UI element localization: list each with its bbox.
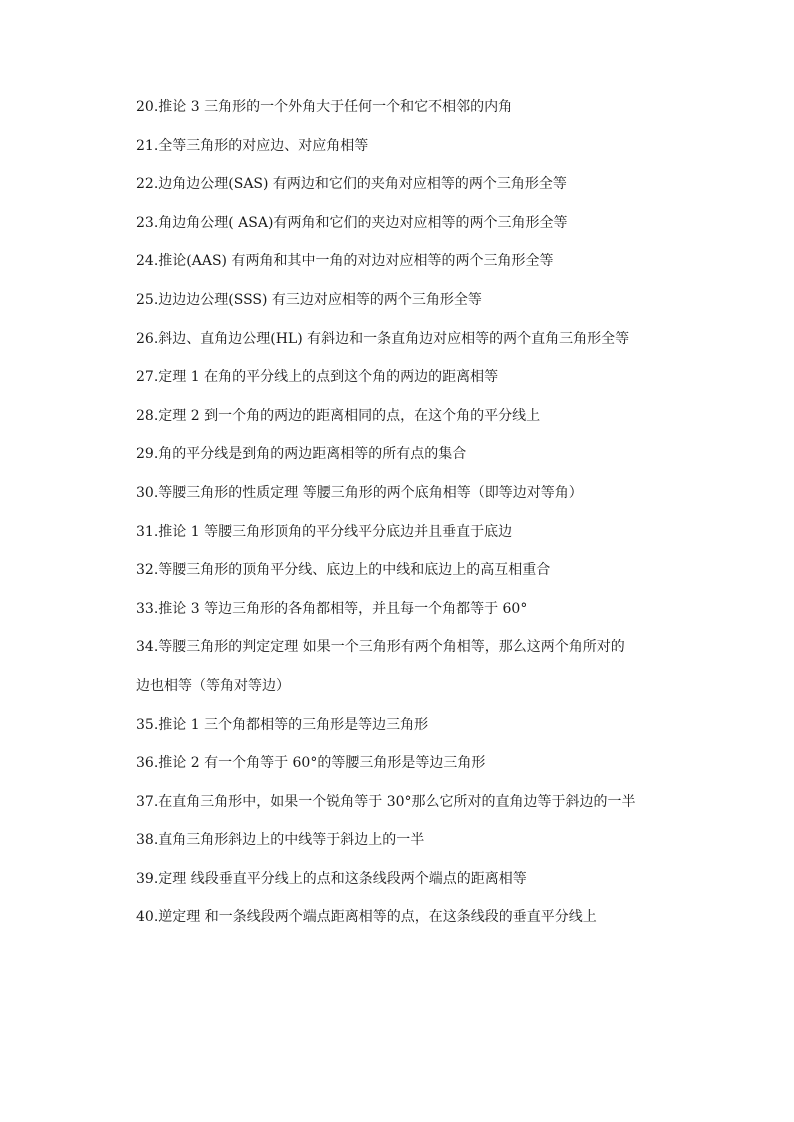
theorem-list — [136, 97, 696, 946]
text-line: 34.等腰三角形的判定定理 如果一个三角形有两个角相等，那么这两个角所对的 — [136, 639, 625, 656]
text-line: 20.推论 3 三角形的一个外角大于任何一个和它不相邻的内角 — [136, 99, 513, 115]
text-line: 29.角的平分线是到角的两边距离相等的所有点的集合 — [136, 446, 467, 463]
text-line: 26.斜边、直角边公理(HL) 有斜边和一条直角边对应相等的两个直角三角形全等 — [136, 330, 630, 347]
text-line: 25.边边边公理(SSS) 有三边对应相等的两个三角形全等 — [136, 291, 482, 308]
text-line: 22.边角边公理(SAS) 有两边和它们的夹角对应相等的两个三角形全等 — [136, 176, 567, 193]
text-line: 40.逆定理 和一条线段两个端点距离相等的点，在这条线段的垂直平分线上 — [136, 909, 597, 926]
text-line: 24.推论(AAS) 有两角和其中一角的对边对应相等的两个三角形全等 — [136, 253, 554, 270]
text-line: 28.定理 2 到一个角的两边的距离相同的点，在这个角的平分线上 — [136, 407, 541, 424]
text-line: 39.定理 线段垂直平分线上的点和这条线段两个端点的距离相等 — [136, 870, 527, 887]
text-line: 36.推论 2 有一个角等于 60°的等腰三角形是等边三角形 — [136, 755, 486, 772]
text-line: 21.全等三角形的对应边、对应角相等 — [136, 137, 369, 154]
text-line: 27.定理 1 在角的平分线上的点到这个角的两边的距离相等 — [136, 369, 499, 386]
text-line: 37.在直角三角形中，如果一个锐角等于 30°那么它所对的直角边等于斜边的一半 — [136, 793, 636, 810]
text-line: 35.推论 1 三个角都相等的三角形是等边三角形 — [136, 716, 429, 733]
text-line: 边也相等（等角对等边） — [136, 677, 290, 694]
text-line: 38.直角三角形斜边上的中线等于斜边上的一半 — [136, 832, 425, 849]
text-line: 31.推论 1 等腰三角形顶角的平分线平分底边并且垂直于底边 — [136, 523, 513, 540]
text-line: 32.等腰三角形的顶角平分线、底边上的中线和底边上的高互相重合 — [136, 562, 551, 579]
text-line: 30.等腰三角形的性质定理 等腰三角形的两个底角相等（即等边对等角） — [136, 484, 583, 501]
text-line: 23.角边角公理( ASA)有两角和它们的夹边对应相等的两个三角形全等 — [136, 214, 568, 231]
text-line: 33.推论 3 等边三角形的各角都相等，并且每一个角都等于 60° — [136, 600, 528, 617]
